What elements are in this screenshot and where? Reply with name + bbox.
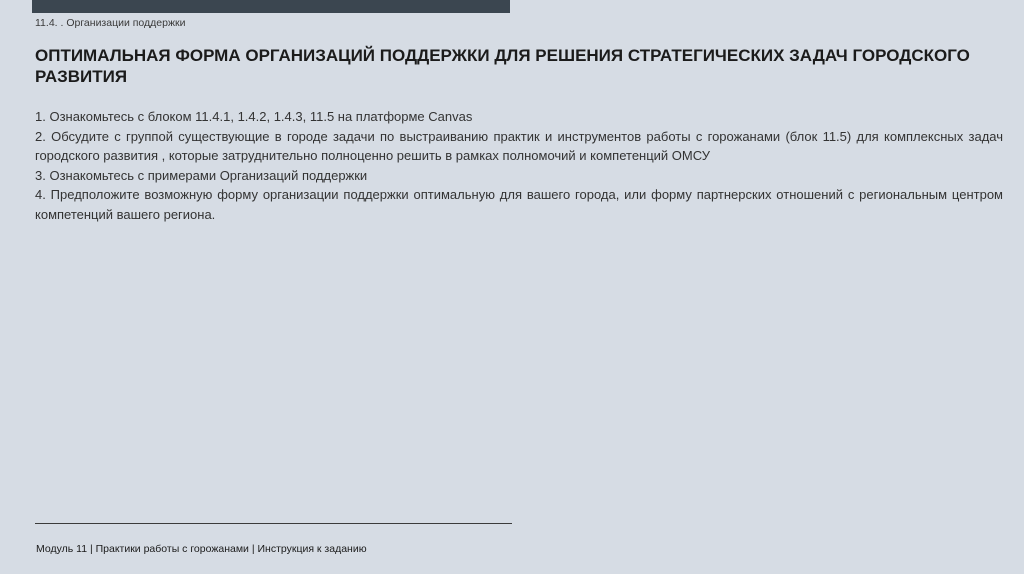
instruction-step-3: 3. Ознакомьтесь с примерами Организаций поддержки <box>35 167 368 183</box>
instruction-step-2: 2. Обсудите с группой существующие в городе задачи по выстраиванию практик и инструментов работы с горожанами (блок 11.5) для комплексных задач городского развития , которые затруднительно полноценно решить в рамках полномочий и компетенций ОМСУ <box>35 128 1003 163</box>
instruction-step-4: 4. Предположите возможную форму организации поддержки оптимальную для вашего города, или форму партнерских отношений с региональным центром компетенций вашего региона. <box>35 187 1003 222</box>
section-label: 11.4. . Организации поддержки <box>35 17 186 29</box>
slide-title: ОПТИМАЛЬНАЯ ФОРМА ОРГАНИЗАЦИЙ ПОДДЕРЖКИ ДЛЯ РЕШЕНИЯ СТРАТЕГИЧЕСКИХ ЗАДАЧ ГОРОДСКОГО РАЗВИТИЯ <box>35 46 970 86</box>
footer-caption: Модуль 11 | Практики работы с горожанами | Инструкция к заданию <box>36 543 367 555</box>
footer-divider <box>35 523 512 524</box>
instruction-step-1: 1. Ознакомьтесь с блоком 11.4.1, 1.4.2, 1.4.3, 11.5 на платформе Canvas <box>35 109 473 124</box>
top-accent-bar <box>32 0 510 13</box>
instructions-list <box>35 107 1003 224</box>
